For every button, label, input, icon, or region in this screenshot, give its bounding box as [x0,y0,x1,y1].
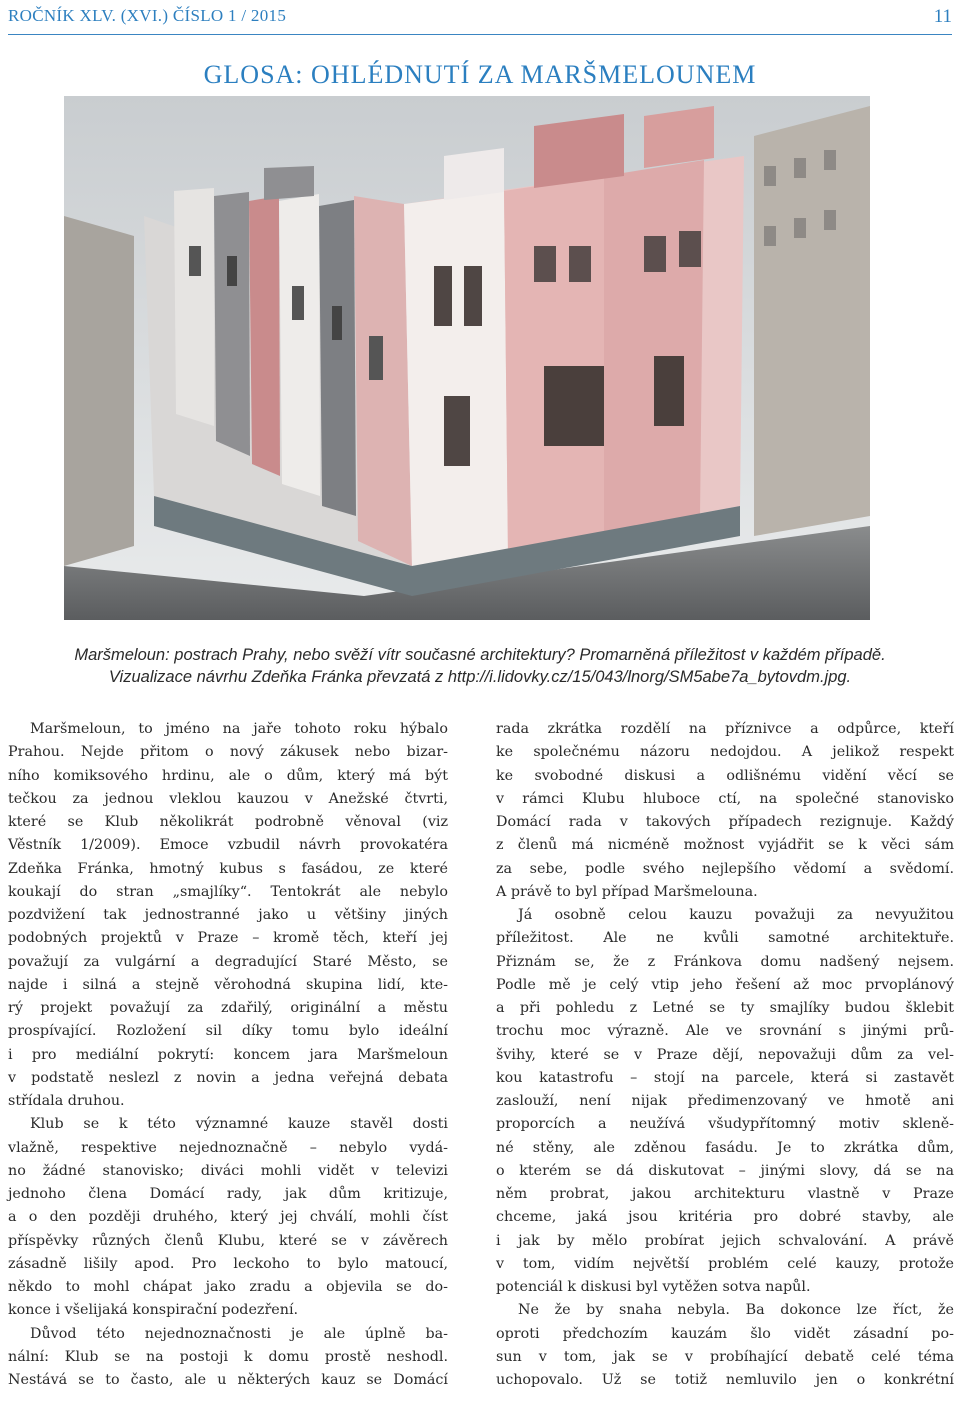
text-line: né stěny, ale zděnou fasádu. Je to zkrátka dům, [496,1139,954,1156]
running-header [8,6,952,30]
text-line: kou katastrofu – stojí na parcele, která si zastavět [496,1069,954,1086]
article-title: GLOSA: OHLÉDNUTÍ ZA MARŠMELOUNEM [203,60,757,89]
text-line: které se Klub několikrát podrobně věnoval (viz [8,814,448,830]
page-number: 11 [933,6,952,27]
text-line: A právě to byl případ Maršmelouna. [496,883,758,900]
caption-line: Maršmeloun: postrach Prahy, nebo svěží vítr současné architektury? Promarněná příležitost v každém případě. [74,646,886,664]
text-line: vlažně, respektive nejednoznačně – nebylo vydá- [8,1139,448,1156]
text-line: jednoho člena Domácí rady, jak dům kritizuje, [8,1186,448,1202]
text-line: Podle mě je celý vtip jeho řešení až moc prvoplánový [496,976,954,993]
text-line: Maršmeloun, to jméno na jaře tohoto roku hýbalo [30,721,448,737]
text-line: proporcích a neužívá všudypřítomný motiv skleně- [496,1116,954,1133]
text-line: Důvod této nejednoznačnosti je ale úplně ba- [30,1325,448,1342]
text-line: trochu moc výrazně. Ale ve srovnání s jinými prů- [496,1023,954,1040]
text-line: potenciál k diskusi byl vytěžen sotva napůl. [496,1279,811,1295]
text-line: střídala druhou. [8,1093,125,1109]
text-line: v tom, vidím největší problém celé kauzy, protože [496,1255,954,1272]
text-line: chceme, jaká jsou kritéria pro dobré stavby, ale [496,1209,954,1226]
text-line: pozdvižení tak jednostranné jako u většiny jiných [8,907,448,923]
text-line: z členů má nicméně možnost vyjádřit se k věci sám [496,837,954,854]
text-line: a při pohledu z Letné se ty smajlíky budou šklebit [496,1000,954,1016]
article-column-left [8,718,448,1392]
text-line: i jak by mělo probírat jejich schvalování. A právě [496,1232,954,1249]
text-line: no žádné stanovisko; diváci mohli vidět v televizi [8,1162,448,1179]
text-line: Nestává se to často, ale u některých kauz se Domácí [8,1372,448,1388]
text-line: v podstatě neslezl z novin a jedna veřejná debata [8,1069,448,1086]
text-line: ke společnému názoru nedojdou. A jelikož respekt [496,744,954,761]
text-line: o kterém se dá diskutovat – jinými slovy, dá se na [496,1162,954,1179]
text-line: Přiznám se, že z Fránkova domu nadšený nejsem. [496,953,954,970]
text-line: někdo to mohl chápat jako zradu a objevila se do- [8,1279,448,1295]
text-line: zaslouží, není nijak předimenzovaný ve hmotě ani [496,1093,954,1109]
text-line: rý projekt považují za zdařilý, originální a městu [8,1000,448,1016]
text-line: Ne že by snaha nebyla. Ba dokonce lze říct, že [518,1302,954,1319]
header-divider [8,34,952,35]
figure-caption [30,644,930,688]
text-line: zásadně lišily apod. Pro leckoho to bylo matoucí, [8,1255,448,1272]
text-line: tečkou za jednou vleklou kauzou v Anežské čtvrti, [8,790,448,807]
text-line: příležitost. Ale ne kvůli samotné architektuře. [496,930,954,947]
text-line: Já osobně celou kauzu považuji za nevyužitou [518,907,954,923]
text-line: koukají do stran „smajlíky“. Tentokrát ale nebylo [8,883,448,900]
text-line: najde i silná a stejně věrohodná skupina lidí, kte- [8,976,448,993]
text-line: ke svobodné diskusi a odlišnému vidění věcí se [496,767,954,784]
issue-label: ROČNÍK XLV. (XVI.) ČÍSLO 1 / 2015 [8,6,287,25]
text-line: i pro mediální pokrytí: koncem jara Maršmeloun [8,1046,448,1063]
text-line: a o den později druhého, který jej chválí, mohli číst [8,1209,448,1226]
text-line: Domácí rada v takových případech rezignuje. Každý [496,814,954,830]
text-line: za sebe, podle svého nejlepšího vědomí a svědomí. [496,860,954,877]
text-line: ního komiksového hrdinu, ale o dům, který má být [8,767,448,784]
text-line: oproti předchozím kauzám šlo vidět zásadní po- [496,1325,954,1342]
text-line: sun v tom, jak se v probíhající debatě celé téma [496,1348,954,1365]
text-line: uchopovalo. Už se totiž nemluvilo jen o konkrétní [496,1372,954,1388]
text-line: Věstník 1/2009). Emoce vzbudil návrh provokatéra [8,837,448,854]
text-line: švihy, které se v Praze dějí, nepovažuji dům za vel- [496,1046,954,1063]
text-line: Klub se k této významné kauze stavěl dosti [30,1116,448,1133]
text-line: v rámci Klubu hluboce ctí, na společné stanovisko [496,790,954,807]
text-line: rada zkrátka rozdělí na příznivce a odpůrce, kteří [496,721,954,737]
text-line: konce i všelijaká konspirační podezření. [8,1302,299,1319]
text-line: něm probrat, jakou architekturu vlastně v Praze [496,1186,954,1202]
text-line: považují za vulgární a degradující Staré Město, se [8,953,448,970]
article-column-right [496,718,954,1392]
text-line: nální: Klub se na postoji k domu prostě neshodl. [8,1348,448,1365]
caption-line: Vizualizace návrhu Zdeňka Fránka převzatá z http://i.lidovky.cz/15/043/lnorg/SM5abe7a_bytovdm.jpg. [108,668,852,686]
text-line: podobných projektů v Praze – kromě těch, kteří jej [8,930,448,947]
text-line: Zdeňka Fránka, hmotný kubus s fasádou, ze které [8,860,448,877]
text-line: prospívající. Rozložení sil díky tomu bylo ideální [8,1023,448,1040]
building-rendering-image [64,96,870,620]
text-line: Prahou. Nejde přitom o nový zákusek nebo bizar- [8,744,448,761]
text-line: příspěvky různých členů Klubu, které se v závěrech [8,1232,448,1249]
